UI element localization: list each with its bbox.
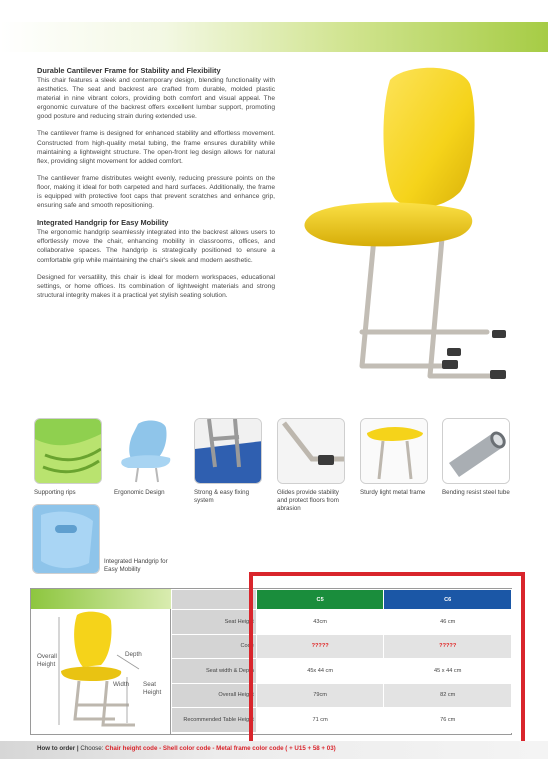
feature-tile-fixing-system <box>194 418 262 484</box>
feature-tile-metal-frame <box>360 418 428 484</box>
cell-c5: ????? <box>256 634 384 659</box>
paragraph-design: This chair features a sleek and contemporary design, blending functionality with aesthetics. The seat and backrest are crafted from durable, molded plastic material in nine vibrant colors, providing both comfort and visual appeal. The ergonomic curvature of the backrest offers excellent lumbar support, promoting good posture and reducing strain during extended use. <box>37 77 275 121</box>
paragraph-handgrip: The ergonomic handgrip seamlessly integrated into the backrest allows users to effortlessly move the chair, enhancing mobility in classrooms, offices, and collaborative spaces. The handgrip is strategically positioned to ensure a comfortable grip while maintaining the chair's sleek and modern aesthetic. <box>37 229 275 264</box>
header-band <box>0 22 548 52</box>
paragraph-weight: The cantilever frame distributes weight evenly, reducing pressure points on the floor, making it ideal for both carpeted and hard surfaces. Additionally, the frame is equipped with protective foot caps that prevent scratches and enhance grip, ensuring safe and smooth repositioning. <box>37 174 275 210</box>
fixing-system-image <box>195 419 262 484</box>
diagram-band <box>31 589 171 609</box>
order-choose: Choose: <box>80 745 104 752</box>
cell-c6: 46 cm <box>384 610 512 635</box>
cell-c6: ????? <box>384 634 512 659</box>
feature-tile-handgrip <box>32 504 100 574</box>
cell-c6: 45 x 44 cm <box>384 659 512 684</box>
label-width: Width <box>113 681 130 688</box>
caption-metal-frame: Sturdy light metal frame <box>360 489 426 496</box>
dimension-diagram <box>31 589 171 734</box>
ergonomic-design-image <box>114 418 182 484</box>
order-label: How to order <box>37 745 76 752</box>
caption-fixing-system: Strong & easy fixing system <box>194 489 250 504</box>
order-instructions <box>37 745 336 752</box>
spec-header-blank <box>172 590 257 610</box>
row-label: Overall Height <box>172 683 257 708</box>
cell-c5: 79cm <box>256 683 384 708</box>
caption-glides: Glides provide stability and protect floors from abrasion <box>277 489 339 512</box>
steel-tube-image <box>443 419 510 484</box>
paragraph-versatility: Designed for versatility, this chair is ideal for modern workspaces, educational settings, or home offices. Its combination of lightweight materials and strong structural integrity makes it a practical yet stylish seating solution. <box>37 273 275 299</box>
order-options: Chair height code - Shell color code - Metal frame color code ( + U15 + 58 + 03) <box>105 745 336 752</box>
cell-c6: 76 cm <box>384 708 512 733</box>
highlight-box <box>249 572 525 747</box>
order-separator: | <box>76 745 79 752</box>
row-label: Seat width & Depth <box>172 659 257 684</box>
cell-c6: 82 cm <box>384 683 512 708</box>
caption-steel-tube: Bending resist steel tube <box>442 489 510 496</box>
label-overall-height: Overall Height <box>37 653 57 668</box>
heading-cantilever-frame: Durable Cantilever Frame for Stability and Flexibility <box>37 66 221 75</box>
description-column <box>37 66 275 308</box>
feature-tile-ergonomic-design <box>114 418 182 484</box>
glides-image <box>278 419 345 484</box>
diagram-chair-image <box>31 609 171 734</box>
row-label: Code <box>172 634 257 659</box>
row-label: Recommended Table Height <box>172 708 257 733</box>
label-depth: Depth <box>125 651 142 658</box>
caption-handgrip: Integrated Handgrip for Easy Mobility <box>104 558 168 573</box>
cell-c5: 43cm <box>256 610 384 635</box>
column-c5: C5 <box>256 590 384 610</box>
metal-frame-image <box>361 419 428 484</box>
label-seat-height: Seat Height <box>143 681 162 696</box>
feature-tile-steel-tube <box>442 418 510 484</box>
column-c6: C6 <box>384 590 512 610</box>
hero-chair-image <box>292 60 532 400</box>
paragraph-frame: The cantilever frame is designed for enhanced stability and effortless movement. Constructed from high-quality metal tubing, the frame ensures durability while maintaining a lightweight structure. The open-front leg design allows for natural flex, providing slight movement for added comfort. <box>37 130 275 165</box>
feature-tile-glides <box>277 418 345 484</box>
row-label: Seat Height <box>172 610 257 635</box>
caption-supporting-rips: Supporting rips <box>34 489 76 496</box>
feature-tile-supporting-rips <box>34 418 102 484</box>
heading-handgrip: Integrated Handgrip for Easy Mobility <box>37 218 169 228</box>
handgrip-image <box>33 505 100 574</box>
cell-c5: 71 cm <box>256 708 384 733</box>
cell-c5: 45x 44 cm <box>256 659 384 684</box>
supporting-rips-image <box>35 419 102 484</box>
caption-ergonomic-design: Ergonomic Design <box>114 489 165 496</box>
